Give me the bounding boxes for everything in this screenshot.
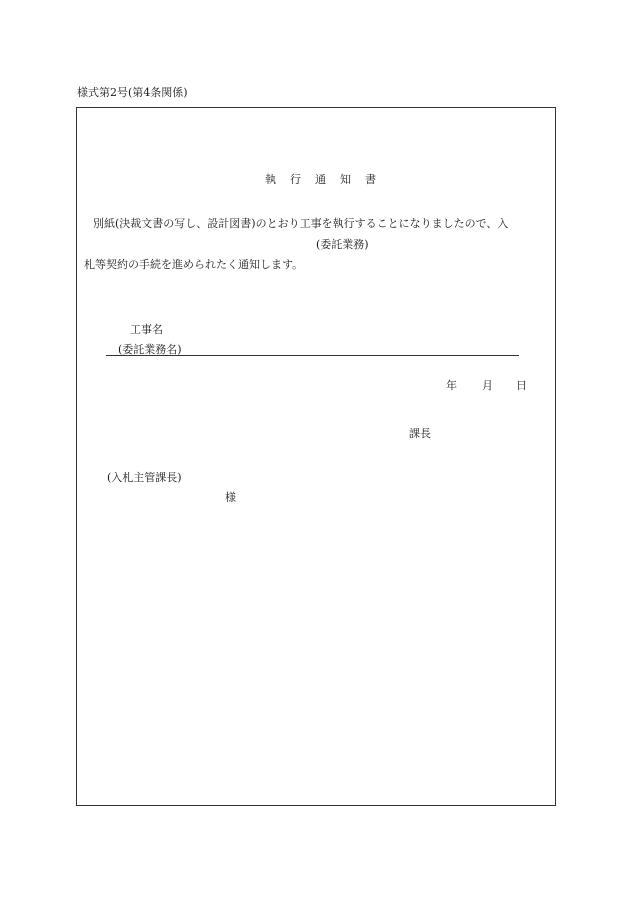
date-year: 年	[446, 379, 457, 392]
document-frame	[76, 107, 556, 806]
body-text-line-1: 別紙(決裁文書の写し、設計図書)のとおり工事を執行することになりましたので、入	[93, 217, 509, 230]
date-day: 日	[516, 379, 527, 392]
form-number: 様式第2号(第4条関係)	[77, 86, 188, 99]
body-text-line-2: 札等契約の手続を進められたく通知します。	[84, 258, 304, 271]
body-text-aside: (委託業務)	[316, 238, 369, 251]
recipient-title: (入札主管課長)	[107, 471, 182, 484]
project-name-underline	[106, 355, 519, 356]
sender-title: 課長	[409, 427, 431, 440]
date-month: 月	[482, 379, 493, 392]
project-name-aside: (委託業務名)	[118, 343, 182, 356]
recipient-honorific: 様	[225, 491, 236, 504]
document-title: 執行通知書	[265, 173, 390, 186]
project-name-label: 工事名	[130, 323, 163, 336]
